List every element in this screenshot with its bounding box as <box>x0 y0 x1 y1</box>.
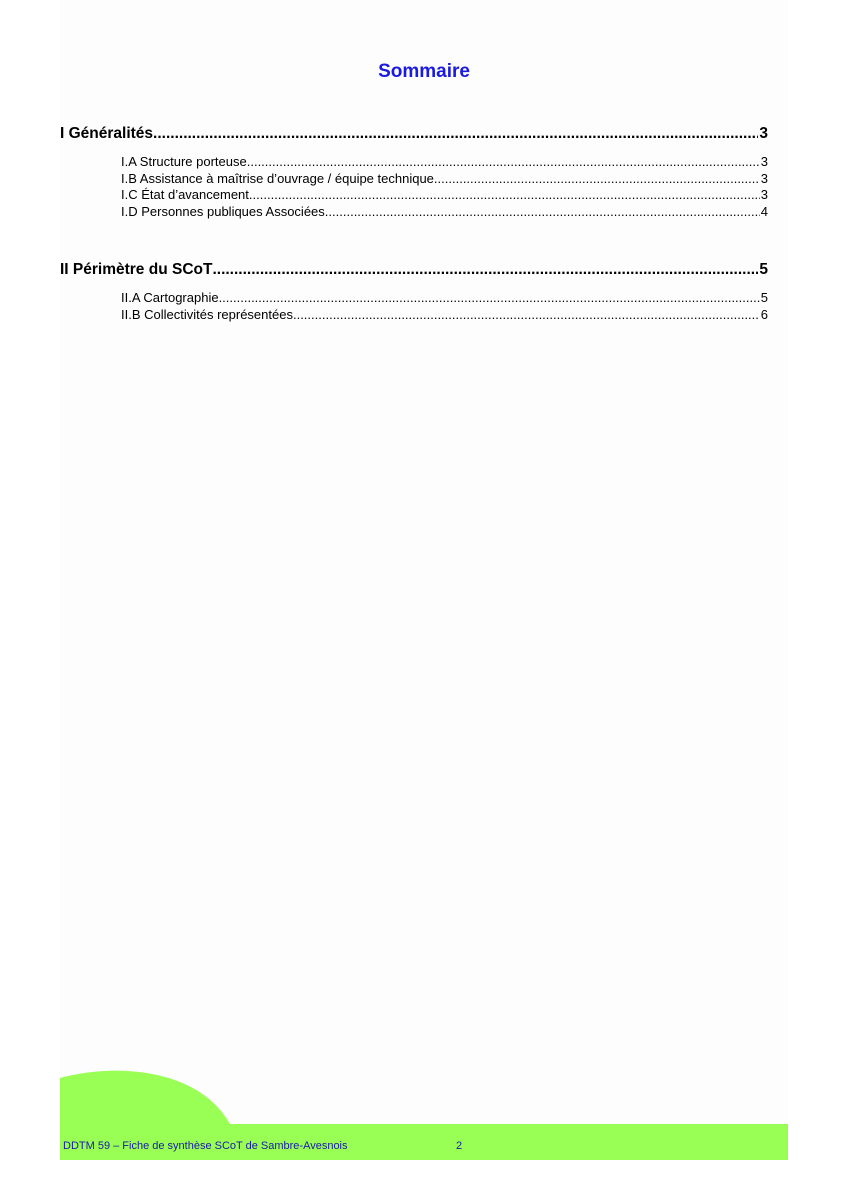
toc-page-number: 3 <box>760 187 768 202</box>
toc-subsection-label: II.A Cartographie <box>121 290 219 305</box>
toc-section-label: I Généralités <box>60 125 154 142</box>
toc-subsection-label: I.A Structure porteuse <box>121 154 247 169</box>
toc-page-number: 5 <box>760 290 768 305</box>
footer-document-title: DDTM 59 – Fiche de synthèse SCoT de Sambre-Avesnois <box>63 1140 348 1152</box>
toc-subsection-label: I.B Assistance à maîtrise d’ouvrage / équipe technique <box>121 171 434 186</box>
toc-page-number: 3 <box>759 125 768 142</box>
page-title: Sommaire <box>378 61 470 82</box>
toc-page-number: 5 <box>759 261 768 278</box>
toc-page-number: 4 <box>760 204 768 219</box>
toc-subsection-label: II.B Collectivités représentées <box>121 307 293 322</box>
toc-page-number: 3 <box>760 171 768 186</box>
toc-section-label: II Périmètre du SCoT <box>60 261 213 278</box>
toc-page-number: 6 <box>760 307 768 322</box>
toc-page-number: 3 <box>760 154 768 169</box>
footer-page-number: 2 <box>456 1140 463 1152</box>
toc-subsection-label: I.D Personnes publiques Associées <box>121 204 325 219</box>
toc-subsection-label: I.C État d’avancement <box>121 187 249 202</box>
